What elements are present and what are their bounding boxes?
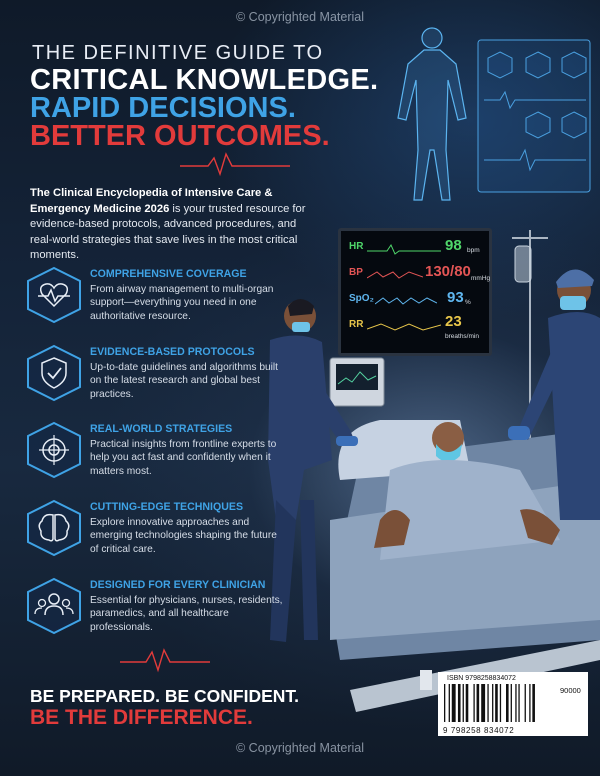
bp-value: 130/80: [425, 263, 471, 280]
hr-unit: bpm: [467, 247, 480, 254]
barcode-bars: [444, 684, 584, 724]
headline-line-3: BETTER OUTCOMES.: [30, 120, 330, 152]
rr-waveform: [367, 321, 441, 333]
cta-line-1: BE PREPARED. BE CONFIDENT.: [30, 686, 300, 706]
feature-real-world-strategies: [24, 421, 324, 491]
shield-check-icon: [24, 344, 84, 402]
feature-comprehensive-coverage: [24, 266, 324, 336]
feature-designed-for-every-clinician: [24, 577, 324, 647]
hologram-body-icon: [398, 28, 466, 200]
barcode-number: 9 798258 834072: [443, 726, 515, 735]
feature-description: Essential for physicians, nurses, residents, paramedics, and all healthcare professionals.: [90, 595, 283, 633]
spo2-label: SpO₂: [349, 293, 374, 304]
hr-waveform: [367, 243, 441, 255]
hr-value: 98: [445, 237, 462, 254]
rr-value: 23: [445, 313, 462, 330]
cta-line-2: BE THE DIFFERENCE.: [30, 706, 253, 729]
heartbeat-icon: [24, 266, 84, 324]
brain-icon: [24, 499, 84, 557]
intro-paragraph: [30, 186, 320, 264]
feature-cutting-edge-techniques: [24, 499, 324, 569]
target-icon: [24, 421, 84, 479]
patient-monitor: [338, 228, 492, 356]
rr-label: RR: [349, 319, 364, 330]
feature-title: DESIGNED FOR EVERY CLINICIAN: [90, 579, 266, 591]
headline-eyebrow: THE DEFINITIVE GUIDE TO: [32, 42, 324, 64]
ecg-divider-bottom: [120, 650, 210, 670]
feature-title: COMPREHENSIVE COVERAGE: [90, 268, 247, 280]
isbn-text: ISBN 9798258834072: [447, 675, 516, 682]
hr-label: HR: [349, 241, 364, 252]
intro-text: is your trusted resource for evidence-based protocols, advanced procedures, and real-world strategies that save lives in the most critical moments.: [30, 202, 306, 261]
spo2-unit: %: [465, 299, 471, 306]
feature-evidence-based-protocols: [24, 344, 324, 414]
spo2-waveform: [375, 295, 437, 307]
feature-title: CUTTING-EDGE TECHNIQUES: [90, 501, 244, 513]
bp-unit: mmHg: [471, 275, 491, 282]
feature-title: REAL-WORLD STRATEGIES: [90, 423, 233, 435]
watermark-top: © Copyrighted Material: [235, 10, 364, 24]
feature-description: Up-to-date guidelines and algorithms built on the latest research and global best practices.: [90, 362, 279, 400]
feature-description: Practical insights from frontline experts to help you act fast and confidently when it matters most.: [90, 439, 277, 477]
spo2-value: 93: [447, 289, 464, 306]
ecg-divider-top: [180, 154, 290, 174]
price-code: 90000: [560, 686, 581, 695]
headline-line-1: CRITICAL KNOWLEDGE.: [30, 64, 379, 96]
bp-waveform: [367, 269, 423, 281]
hologram-panels: [478, 40, 590, 192]
rr-unit: breaths/min: [445, 333, 479, 340]
headline-line-2: RAPID DECISIONS.: [30, 92, 296, 124]
bp-label: BP: [349, 267, 363, 278]
people-group-icon: [24, 577, 84, 635]
feature-description: From airway management to multi-organ support—everything you need in one authoritative resource.: [90, 284, 274, 322]
feature-description: Explore innovative approaches and emerging technologies shaping the future of critical care.: [90, 517, 277, 555]
feature-title: EVIDENCE-BASED PROTOCOLS: [90, 346, 255, 358]
watermark-bottom: © Copyrighted Material: [235, 741, 364, 755]
intro-book-title: The Clinical Encyclopedia of Intensive Care & Emergency Medicine 2026: [30, 187, 273, 215]
